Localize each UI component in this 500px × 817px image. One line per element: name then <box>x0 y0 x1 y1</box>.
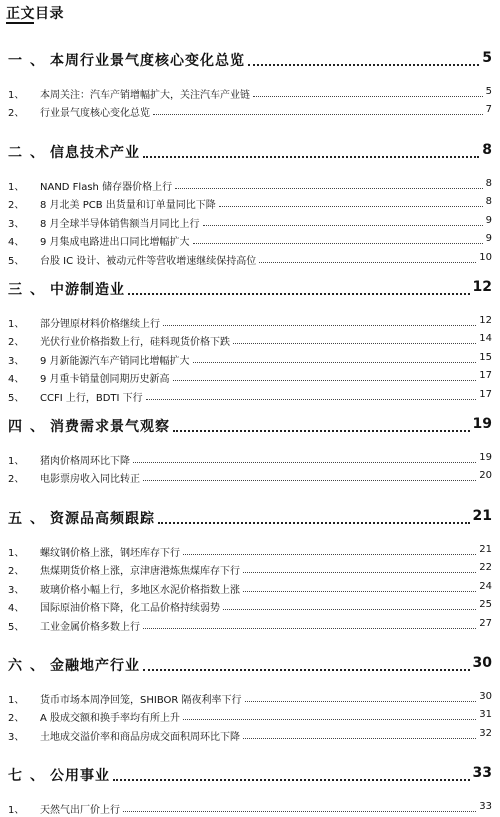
entry-page-number: 8 <box>485 196 492 208</box>
entry-page-number: 19 <box>479 452 492 463</box>
toc-entry[interactable] <box>0 333 500 349</box>
section-page-number: 33 <box>472 765 492 781</box>
entry-page-number: 7 <box>485 104 492 116</box>
entry-title: 猪肉价格周环比下降 <box>40 456 130 467</box>
entry-page-number: 14 <box>479 333 492 345</box>
toc-section-7[interactable] <box>0 765 500 787</box>
dot-leader <box>143 156 479 158</box>
entry-page-number: 5 <box>485 86 492 97</box>
entry-title: 焦煤期货价格上涨，京津唐港炼焦煤库存下行 <box>40 566 240 578</box>
toc-entry[interactable] <box>0 352 500 368</box>
entry-title: 货币市场本周净回笼，SHIBOR 隔夜利率下行 <box>40 695 242 706</box>
entry-number: 4、 <box>8 374 25 386</box>
entry-number: 3、 <box>8 731 25 743</box>
entry-title: 螺纹钢价格上涨，钢坯库存下行 <box>40 548 180 559</box>
dot-leader <box>143 480 476 481</box>
toc-section-1[interactable] <box>0 50 500 72</box>
entry-page-number: 31 <box>479 709 492 721</box>
dot-leader <box>203 225 483 226</box>
entry-title: NAND Flash 储存器价格上行 <box>40 182 173 193</box>
toc-entry[interactable] <box>0 581 500 597</box>
entry-page-number: 22 <box>479 562 492 574</box>
entry-page-number: 32 <box>479 727 492 739</box>
dot-leader <box>173 430 470 432</box>
entry-number: 2、 <box>8 566 25 578</box>
dot-leader <box>158 522 470 524</box>
entry-title: CCFI 上行，BDTI 下行 <box>40 392 143 404</box>
entry-page-number: 30 <box>479 691 492 702</box>
toc-entry[interactable] <box>0 728 500 744</box>
toc-entry[interactable] <box>0 470 500 486</box>
entry-number: 2、 <box>8 200 25 212</box>
section-page-number: 12 <box>472 279 492 295</box>
section-title: 信息技术产业 <box>50 145 140 161</box>
toc-entry[interactable] <box>0 215 500 231</box>
dot-leader <box>183 719 476 720</box>
entry-title: 土地成交溢价率和商品房成交面积周环比下降 <box>40 731 240 743</box>
toc-title: 正文目录 <box>6 6 64 22</box>
section-page-number: 5 <box>482 50 492 66</box>
entry-title: 8 月北美 PCB 出货量和订单量同比下降 <box>40 200 216 212</box>
entry-number: 5、 <box>8 255 25 267</box>
toc-section-2[interactable] <box>0 142 500 164</box>
entry-number: 5、 <box>8 392 25 404</box>
dot-leader <box>123 811 476 812</box>
entry-title: 8 月全球半导体销售额当月同比上行 <box>40 218 200 230</box>
dot-leader <box>143 628 476 629</box>
entry-page-number: 17 <box>479 370 492 382</box>
entry-number: 1、 <box>8 695 25 706</box>
entry-title: 工业金属价格多数上行 <box>40 621 140 633</box>
entry-page-number: 27 <box>479 617 492 629</box>
entry-page-number: 21 <box>479 544 492 555</box>
toc-entry[interactable] <box>0 801 500 817</box>
toc-entry[interactable] <box>0 196 500 212</box>
entry-number: 1、 <box>8 805 25 816</box>
entry-number: 3、 <box>8 218 25 230</box>
entry-page-number: 33 <box>479 801 492 812</box>
entry-title: 玻璃价格小幅上行，多地区水泥价格指数上涨 <box>40 584 240 596</box>
section-title: 消费需求景气观察 <box>50 419 170 435</box>
dot-leader <box>259 262 476 263</box>
section-title: 本周行业景气度核心变化总览 <box>50 53 245 69</box>
toc-entry[interactable] <box>0 104 500 120</box>
dot-leader <box>183 554 476 555</box>
entry-number: 5、 <box>8 621 25 633</box>
entry-number: 1、 <box>8 90 25 101</box>
toc-section-5[interactable] <box>0 508 500 530</box>
entry-number: 4、 <box>8 603 25 615</box>
section-number: 四、 <box>8 419 52 435</box>
entry-number: 1、 <box>8 548 25 559</box>
section-page-number: 19 <box>472 416 492 432</box>
toc-entry[interactable] <box>0 389 500 405</box>
entry-title: 部分锂原材料价格继续上行 <box>40 319 160 330</box>
section-title: 资源品高频跟踪 <box>50 511 155 527</box>
dot-leader <box>128 293 470 295</box>
section-number: 二、 <box>8 145 52 161</box>
entry-title: 9 月集成电路进出口同比增幅扩大 <box>40 237 190 249</box>
entry-title: 台股 IC 设计、被动元件等营收增速继续保持高位 <box>40 255 257 267</box>
toc-section-6[interactable] <box>0 655 500 677</box>
dot-leader <box>175 188 483 189</box>
entry-title: A 股成交额和换手率均有所上升 <box>40 713 181 725</box>
toc-entry[interactable] <box>0 315 500 331</box>
dot-leader <box>245 701 476 702</box>
toc-entry[interactable] <box>0 562 500 578</box>
entry-title: 国际原油价格下降，化工品价格持续弱势 <box>40 603 220 615</box>
section-title: 公用事业 <box>50 768 110 784</box>
section-number: 五、 <box>8 511 52 527</box>
toc-entry[interactable] <box>0 452 500 468</box>
dot-leader <box>248 64 479 66</box>
dot-leader <box>113 779 470 781</box>
section-number: 七、 <box>8 768 52 784</box>
entry-number: 2、 <box>8 713 25 725</box>
entry-page-number: 9 <box>485 214 492 226</box>
section-page-number: 30 <box>472 655 492 671</box>
entry-title: 9 月新能源汽车产销同比增幅扩大 <box>40 355 190 367</box>
entry-number: 4、 <box>8 237 25 249</box>
toc-entry[interactable] <box>0 233 500 249</box>
toc-entry[interactable] <box>0 709 500 725</box>
entry-number: 2、 <box>8 474 25 486</box>
toc-entry[interactable] <box>0 86 500 102</box>
section-title: 金融地产行业 <box>50 658 140 674</box>
entry-page-number: 17 <box>479 388 492 400</box>
entry-page-number: 10 <box>479 251 492 263</box>
dot-leader <box>193 243 483 244</box>
dot-leader <box>173 380 476 381</box>
entry-page-number: 15 <box>479 351 492 363</box>
entry-number: 2、 <box>8 337 25 349</box>
entry-page-number: 25 <box>479 599 492 611</box>
toc-section-4[interactable] <box>0 416 500 438</box>
dot-leader <box>243 591 476 592</box>
dot-leader <box>143 669 470 671</box>
dot-leader <box>243 738 476 739</box>
entry-title: 天然气出厂价上行 <box>40 805 120 816</box>
entry-title: 行业景气度核心变化总览 <box>40 108 150 120</box>
entry-title: 本周关注：汽车产销增幅扩大，关注汽车产业链 <box>40 90 250 101</box>
entry-number: 3、 <box>8 355 25 367</box>
entry-page-number: 12 <box>479 315 492 326</box>
dot-leader <box>146 399 476 400</box>
entry-number: 1、 <box>8 319 25 330</box>
toc-entry[interactable] <box>0 370 500 386</box>
toc-entry[interactable] <box>0 618 500 634</box>
dot-leader <box>243 572 476 573</box>
toc-entry[interactable] <box>0 252 500 268</box>
dot-leader <box>253 96 483 97</box>
dot-leader <box>163 325 476 326</box>
section-number: 三、 <box>8 282 52 298</box>
dot-leader <box>219 206 483 207</box>
toc-entry[interactable] <box>0 544 500 560</box>
toc-section-3[interactable] <box>0 279 500 301</box>
dot-leader <box>223 609 476 610</box>
toc-entry[interactable] <box>0 599 500 615</box>
section-page-number: 8 <box>482 142 492 158</box>
entry-number: 1、 <box>8 456 25 467</box>
entry-title: 9 月重卡销量创同期历史新高 <box>40 374 170 386</box>
toc-entry[interactable] <box>0 691 500 707</box>
entry-number: 2、 <box>8 108 25 120</box>
entry-title: 光伏行业价格指数上行，硅料现货价格下跌 <box>40 337 230 349</box>
section-number: 六、 <box>8 658 52 674</box>
entry-title: 电影票房收入同比转正 <box>40 474 140 486</box>
section-page-number: 21 <box>472 508 492 524</box>
entry-page-number: 24 <box>479 580 492 592</box>
section-title: 中游制造业 <box>50 282 125 298</box>
dot-leader <box>153 114 483 115</box>
entry-page-number: 9 <box>485 233 492 245</box>
entry-page-number: 8 <box>485 178 492 189</box>
dot-leader <box>233 343 476 344</box>
dot-leader <box>133 462 476 463</box>
toc-entry[interactable] <box>0 178 500 194</box>
entry-number: 1、 <box>8 182 25 193</box>
entry-number: 3、 <box>8 584 25 596</box>
dot-leader <box>193 362 476 363</box>
section-number: 一、 <box>8 53 52 69</box>
entry-page-number: 20 <box>479 470 492 482</box>
